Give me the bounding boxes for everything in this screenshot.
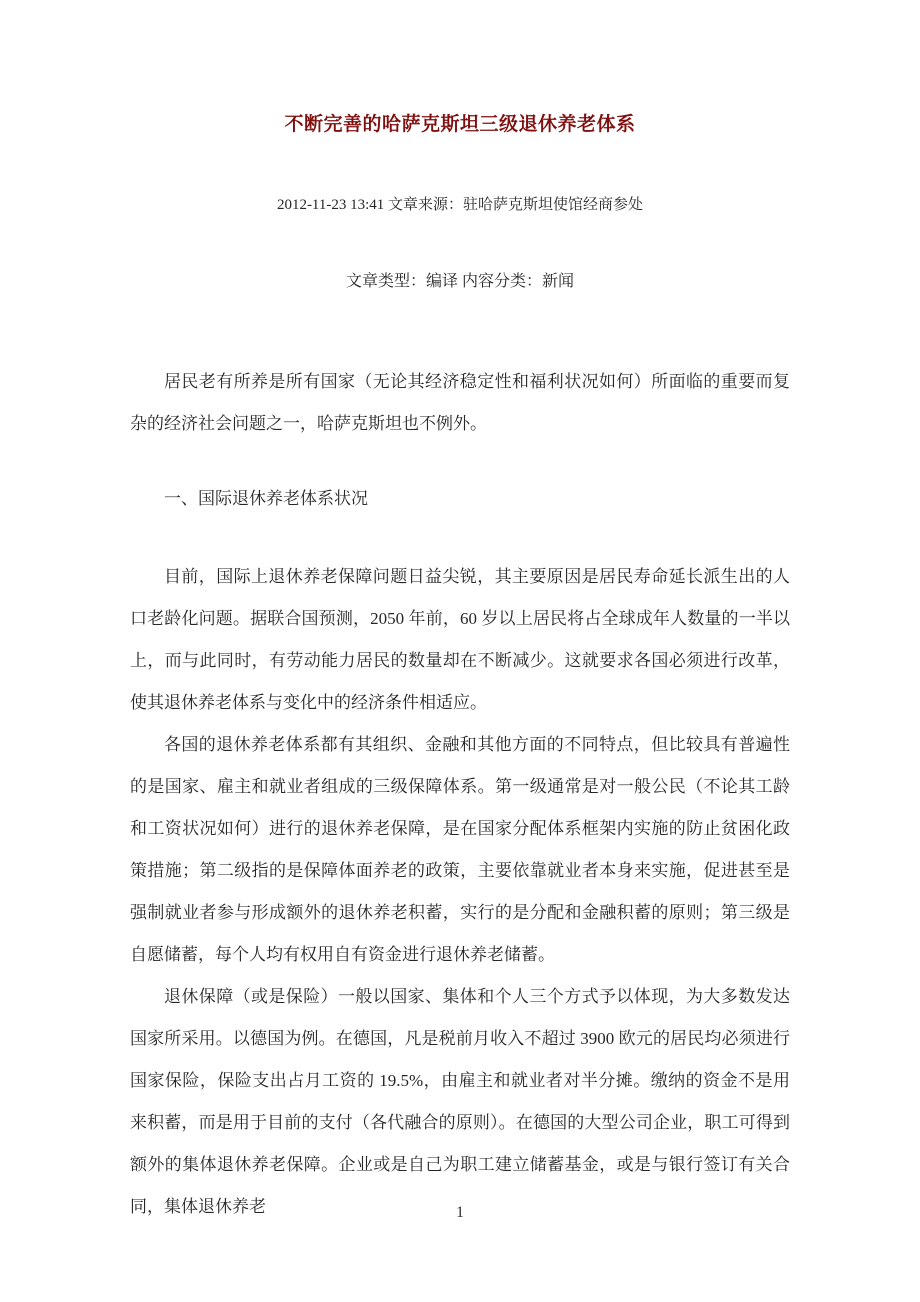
paragraph-intro: 居民老有所养是所有国家（无论其经济稳定性和福利状况如何）所面临的重要而复杂的经济社会问题之一，哈萨克斯坦也不例外。	[130, 372, 790, 433]
document-title: 不断完善的哈萨克斯坦三级退休养老体系	[284, 114, 636, 135]
source-line: 2012-11-23 13:41 文章来源：驻哈萨克斯坦使馆经商参处	[276, 197, 644, 213]
category-line: 文章类型：编译 内容分类：新闻	[345, 273, 574, 290]
paragraph-body: 退休保障（或是保险）一般以国家、集体和个人三个方式予以体现，为大多数发达国家所采用。以德国为例。在德国，凡是税前月收入不超过 3900 欧元的居民均必须进行国家保险，保险支出占月工资的 19.5%，由雇主和就业者对半分摊。缴纳的资金不是用来积蓄，而是用于目前的支付（各代融合的原则）。在德国的大型公司企业，职工可得到额外的集体退休养老保障。企业或是自己为职工建立储蓄基金，或是与银行签订有关合同，集体退休养老	[130, 987, 790, 1216]
page-number: 1	[456, 1204, 464, 1221]
section-heading: 一、国际退休养老体系状况	[164, 489, 368, 508]
paragraph-body: 各国的退休养老体系都有其组织、金融和其他方面的不同特点，但比较具有普遍性的是国家、雇主和就业者组成的三级保障体系。第一级通常是对一般公民（不论其工龄和工资状况如何）进行的退休养老保障，是在国家分配体系框架内实施的防止贫困化政策措施；第二级指的是保障体面养老的政策，主要依靠就业者本身来实施，促进甚至是强制就业者参与形成额外的退休养老积蓄，实行的是分配和金融积蓄的原则；第三级是自愿储蓄，每个人均有权用自有资金进行退休养老储蓄。	[130, 735, 790, 964]
paragraph-body: 目前，国际上退休养老保障问题日益尖锐，其主要原因是居民寿命延长派生出的人口老龄化问题。据联合国预测，2050 年前，60 岁以上居民将占全球成年人数量的一半以上，而与此同时，有劳动能力居民的数量却在不断减少。这就要求各国必须进行改革，使其退休养老体系与变化中的经济条件相适应。	[130, 567, 790, 712]
